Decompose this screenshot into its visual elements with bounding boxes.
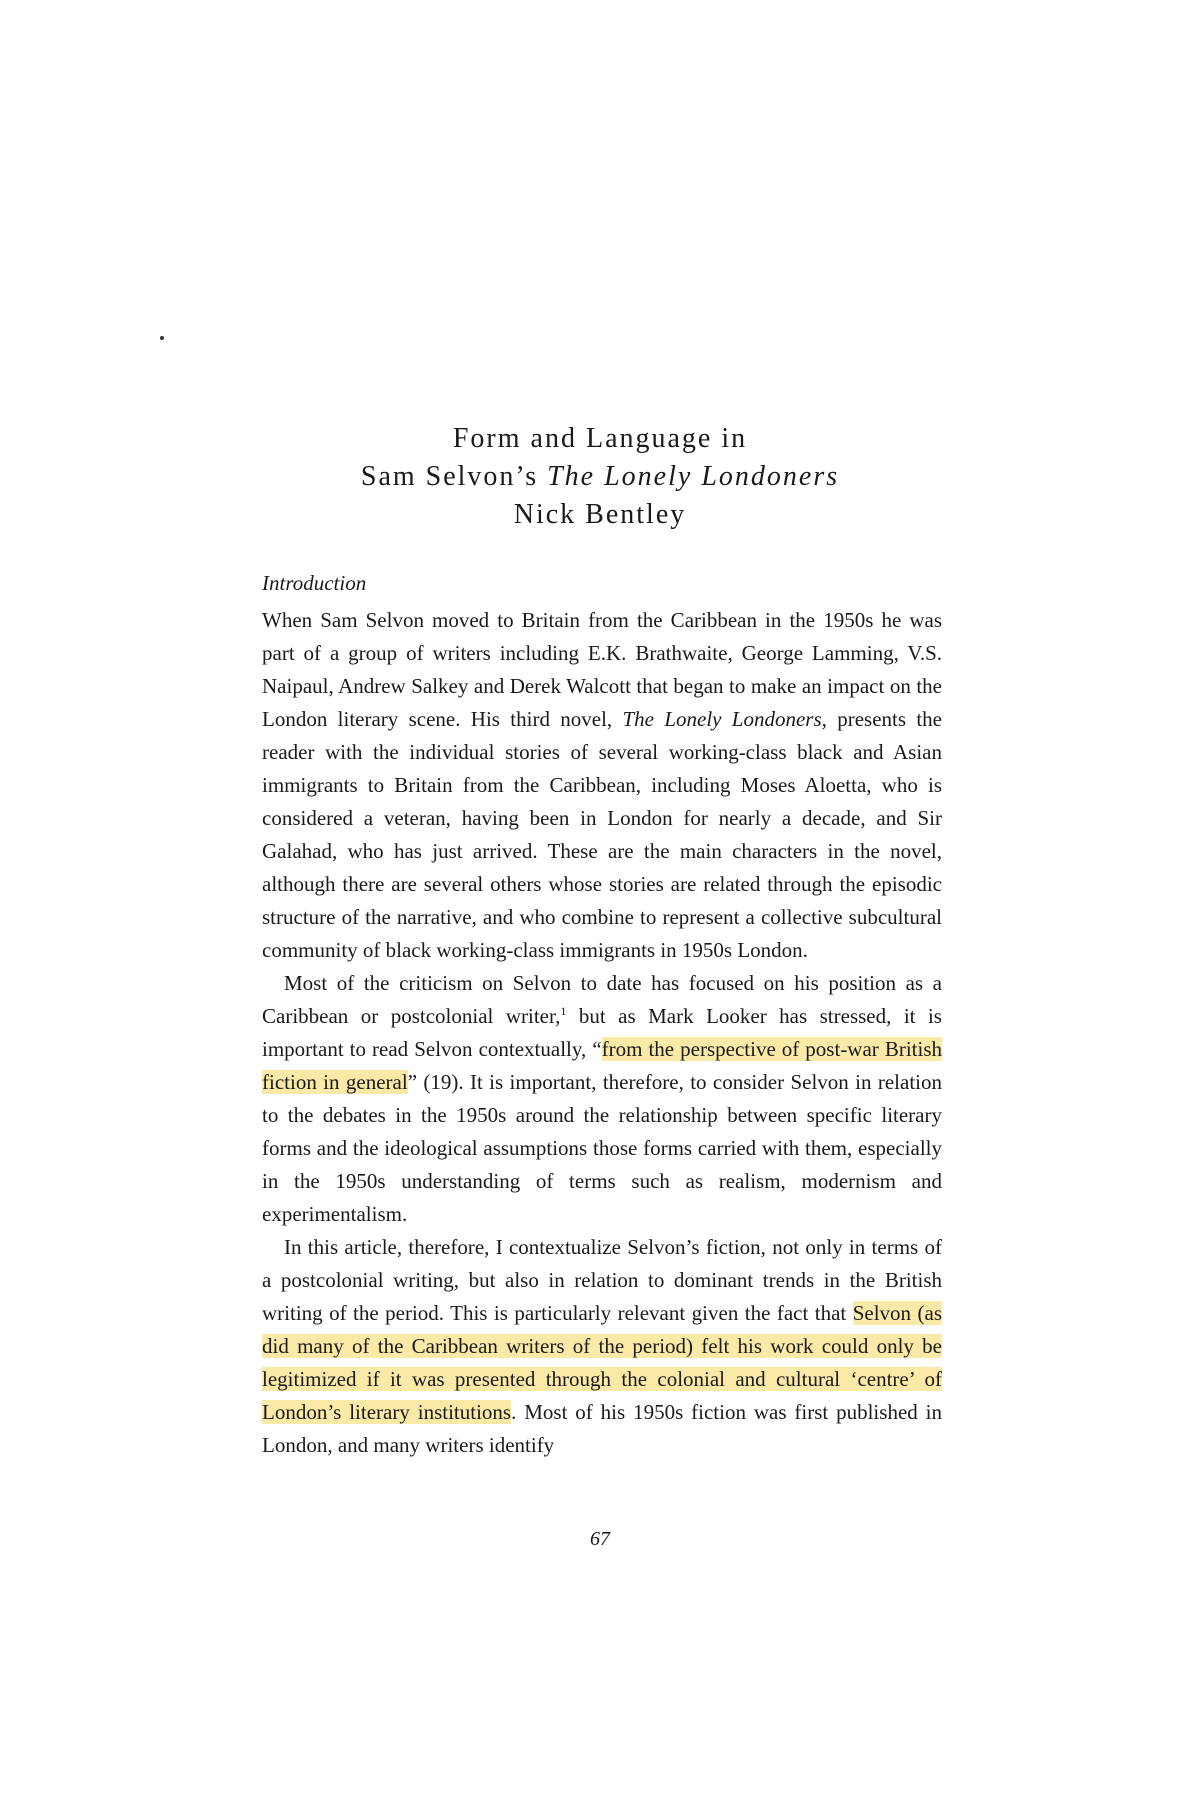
paragraph-3 bbox=[262, 1231, 942, 1462]
paragraph-1 bbox=[262, 604, 942, 967]
article-title-line-1: Form and Language in bbox=[452, 423, 748, 454]
stray-mark bbox=[160, 336, 164, 340]
title-prefix: Sam Selvon’s bbox=[360, 461, 548, 492]
p1-text-before: When Sam Selvon moved to Britain from the Caribbean in the 1950s he was part of a group of writers including E.K. Brathwaite, George Lamming, V.S. Naipaul, Andrew Salkey and Derek Walcott that began to make an impact on the London literary scene. His third novel, bbox=[262, 608, 942, 731]
novel-title: The Lonely Londoners bbox=[547, 461, 840, 492]
p1-novel-title: The Lonely Londoners, bbox=[622, 707, 827, 731]
p2-text-after: ” (19). It is important, therefore, to consider Selvon in relation to the debates in the 1950s around the relationship between specific literary forms and the ideological assumptions those forms carried with them, especially in the 1950s understanding of terms such as realism, modernism and experimentalism. bbox=[262, 1070, 942, 1226]
article-title-line-2 bbox=[0, 458, 1200, 496]
p1-text-after: presents the reader with the individual stories of several working-class black and Asian immigrants to Britain from the Caribbean, including Moses Aloetta, who is considered a veteran, having been in London for nearly a decade, and Sir Galahad, who has just arrived. These are the main characters in the novel, although there are several others whose stories are related through the episodic structure of the narrative, and who combine to represent a collective subcultural community of black working-class immigrants in 1950s London. bbox=[262, 707, 942, 962]
article-body bbox=[262, 567, 942, 1462]
p3-text-before: In this article, therefore, I contextualize Selvon’s fiction, not only in terms of a postcolonial writing, but also in relation to dominant trends in the British writing of the period. This is particularly relevant given the fact that bbox=[262, 1235, 942, 1325]
footnote-marker[interactable]: 1 bbox=[560, 1004, 567, 1018]
page-number: 67 bbox=[590, 1528, 610, 1550]
paragraph-2 bbox=[262, 967, 942, 1231]
p2-highlight[interactable]: from the perspective of post-war British fiction in general bbox=[262, 1037, 942, 1094]
p3-highlight[interactable]: Selvon (as did many of the Caribbean writers of the period) felt his work could only be legitimized if it was presented through the colonial and cultural ‘centre’ of London’s literary institutions bbox=[262, 1301, 942, 1424]
p2-text-middle: but as Mark Looker has stressed, it is important to read Selvon contextually, “ bbox=[262, 1004, 942, 1061]
section-heading: Introduction bbox=[262, 571, 367, 595]
article-title-block bbox=[0, 420, 1200, 534]
author-name: Nick Bentley bbox=[513, 499, 687, 530]
p2-text-before: Most of the criticism on Selvon to date has focused on his position as a Caribbean or postcolonial writer, bbox=[262, 971, 942, 1028]
p3-text-after: . Most of his 1950s fiction was first published in London, and many writers identify bbox=[262, 1400, 942, 1457]
